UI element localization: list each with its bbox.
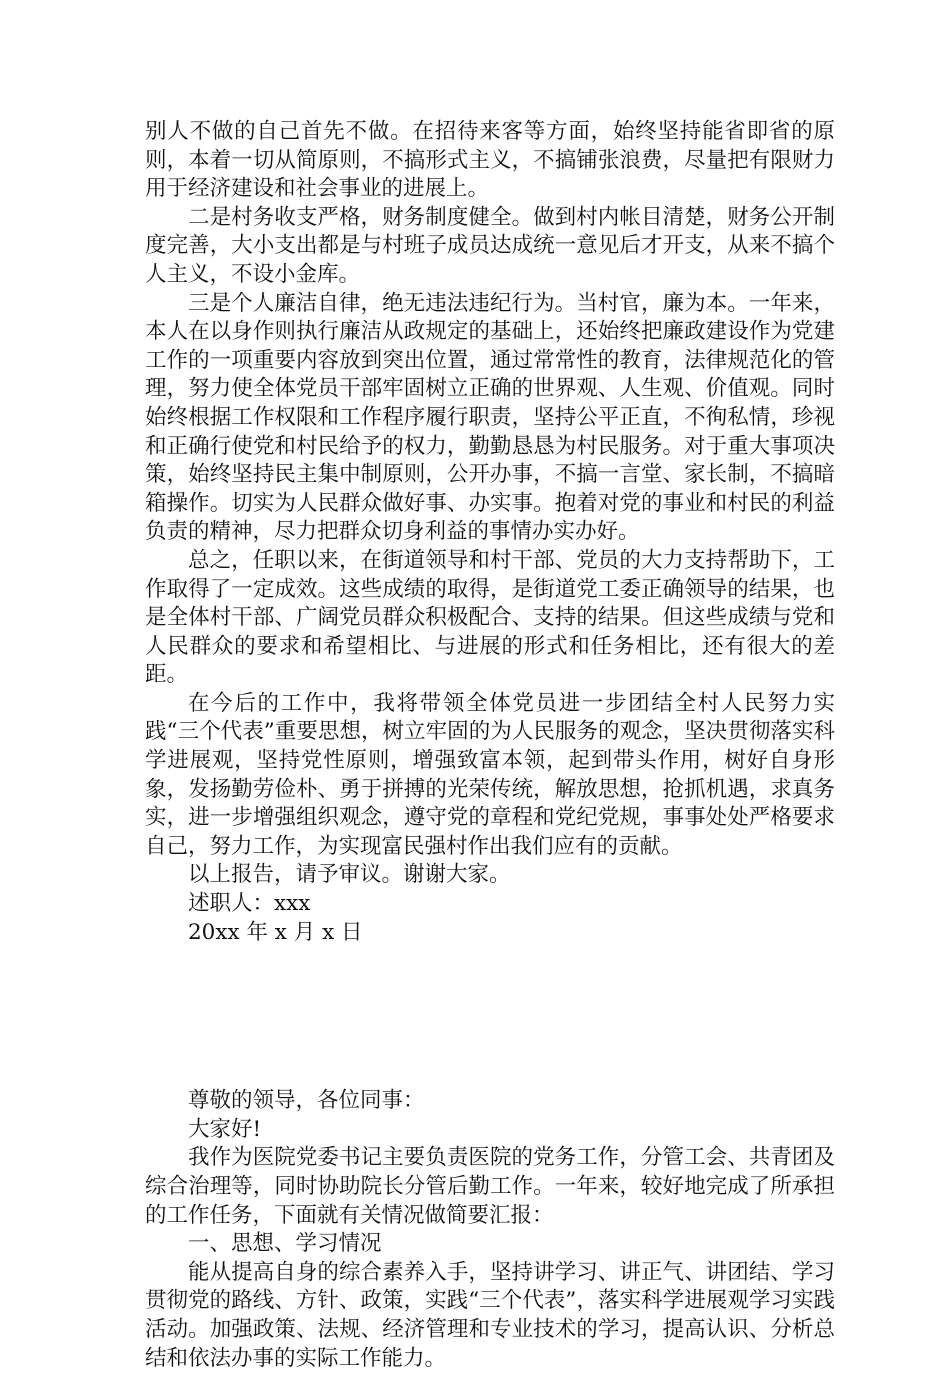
paragraph-frugality: 别人不做的自己首先不做。在招待来客等方面，始终坚持能省即省的原则，本着一切从简原则，不搞形式主义，不搞铺张浪费，尽量把有限财力用于经济建设和社会事业的进展上。 (145, 119, 835, 202)
section-gap (145, 947, 835, 1087)
greeting-line: 大家好! (188, 1116, 262, 1142)
document-page (145, 118, 835, 1373)
paragraph-finance: 二是村务收支严格，财务制度健全。做到村内帐目清楚，财务公开制度完善，大小支出都是与村班子成员达成统一意见后才开支，从来不搞个人主义，不设小金库。 (145, 204, 835, 287)
date-line: 20xx 年 x 月 x 日 (188, 919, 363, 945)
section-heading: 一、思想、学习情况 (188, 1231, 382, 1257)
salutation-line: 尊敬的领导，各位同事： (188, 1088, 425, 1114)
paragraph-integrity: 三是个人廉洁自律，绝无违法违纪行为。当村官，廉为本。一年来，本人在以身作则执行廉洁从政规定的基础上，还始终把廉政建设作为党建工作的一项重要内容放到突出位置，通过常常性的教育，法律规范化的管理，努力使全体党员干部牢固树立正确的世界观、人生观、价值观。同时始终根据工作权限和工作程序履行职责，坚持公平正直，不徇私情，珍视和正确行使党和村民给予的权力，勤勤恳恳为村民服务。对于重大事项决策，始终坚持民主集中制原则，公开办事，不搞一言堂、家长制，不搞暗箱操作。切实为人民群众做好事、办实事。抱着对党的事业和村民的利益负责的精神，尽力把群众切身利益的事情办实办好。 (145, 290, 835, 545)
paragraph-summary: 总之，任职以来，在街道领导和村干部、党员的大力支持帮助下，工作取得了一定成效。这些成绩的取得，是街道党工委正确领导的结果，也是全体村干部、广阔党员群众积极配合、支持的结果。但这些成绩与党和人民群众的要求和希望相比、与进展的形式和任务相比，还有很大的差距。 (145, 547, 835, 688)
paragraph-study: 能从提高自身的综合素养入手，坚持讲学习、讲正气、讲团结、学习贯彻党的路线、方针、政策，实践“三个代表”，落实科学进展观学习实践活动。加强政策、法规、经济管理和专业技术的学习，提高认识、分析总结和依法办事的实际工作能力。 (145, 1259, 835, 1371)
paragraph-future-work: 在今后的工作中，我将带领全体党员进一步团结全村人民努力实践“三个代表”重要思想，树立牢固的为人民服务的观念，坚决贯彻落实科学进展观，坚持党性原则，增强致富本领，起到带头作用，树好自身形象，发扬勤劳俭朴、勇于拼搏的光荣传统，解放思想，抢抓机遇，求真务实，进一步增强组织观念，遵守党的章程和党纪党规，事事处处严格要求自己，努力工作，为实现富民强村作出我们应有的贡献。 (145, 690, 835, 859)
closing-line: 以上报告，请予审议。谢谢大家。 (188, 862, 511, 888)
paragraph-intro: 我作为医院党委书记主要负责医院的党务工作，分管工会、共青团及综合治理等，同时协助院长分管后勤工作。一年来，较好地完成了所承担的工作任务，下面就有关情况做简要汇报： (145, 1145, 835, 1228)
signer-line: 述职人：xxx (188, 891, 311, 917)
